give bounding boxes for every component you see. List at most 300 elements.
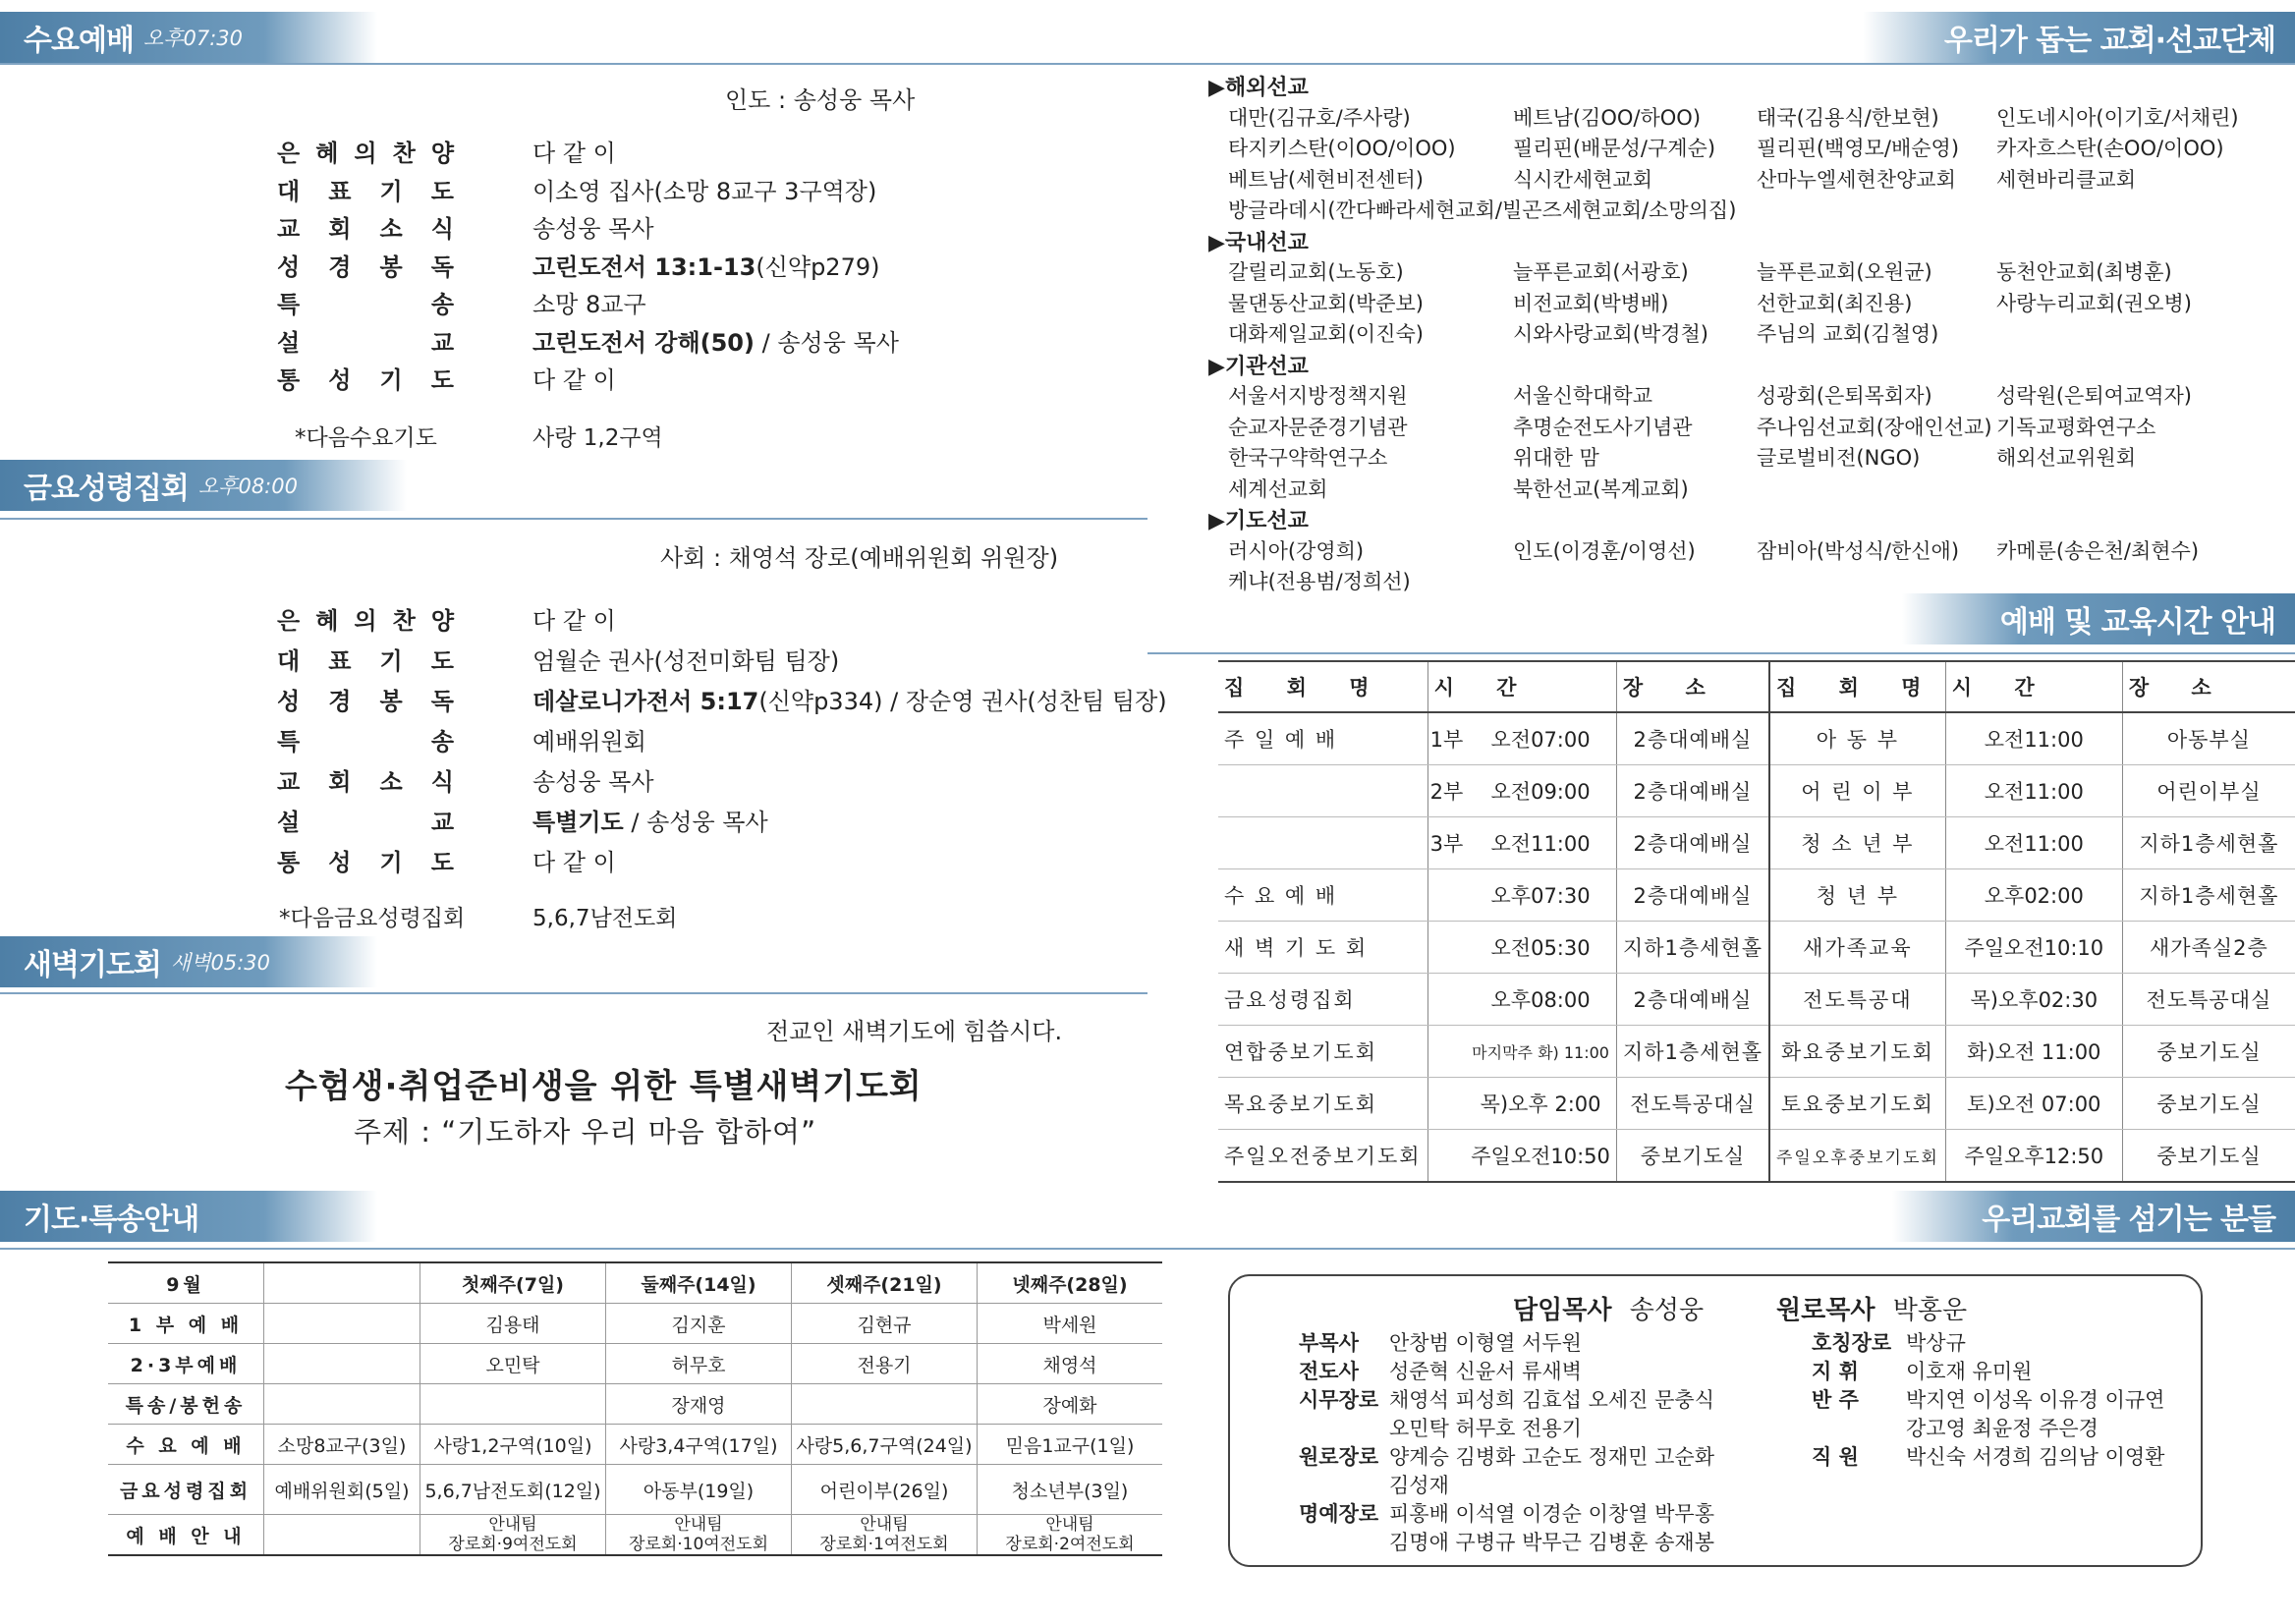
senior-name: 송성웅 xyxy=(1629,1296,1705,1325)
schedule-cell xyxy=(1945,765,2122,817)
prayer-row xyxy=(108,1384,1162,1425)
cell-line: 안내팀 xyxy=(860,1515,909,1535)
section-title: 예배 및 교육시간 안내 xyxy=(1999,605,2275,640)
schedule-cell xyxy=(1218,974,1427,1026)
schedule-cell xyxy=(1945,817,2122,869)
divider xyxy=(1148,652,2295,654)
cell-text: 주일오전중보기도회 xyxy=(1224,1145,1422,1168)
service-item-label xyxy=(277,209,454,244)
section-time: 오후08:00 xyxy=(197,475,298,498)
cell-text: 사랑1,2구역(10일) xyxy=(433,1434,592,1457)
staff-row xyxy=(1812,1384,2164,1414)
label-char: 교 xyxy=(430,809,454,836)
prayer-cell xyxy=(978,1262,1163,1304)
prayer-cell xyxy=(978,1304,1163,1344)
mission-item: 성광회(은퇴목회자) xyxy=(1757,384,1932,408)
schedule-cell xyxy=(1427,1130,1465,1183)
label-char: 특 xyxy=(277,728,301,756)
mission-item: 주님의 교회(김철영) xyxy=(1757,322,1939,346)
cell-text: 마지막주 화) 11:00 xyxy=(1472,1042,1609,1062)
prayer-cell xyxy=(792,1344,978,1384)
cell-text: 2층대예배실 xyxy=(1633,832,1753,856)
prayer-cell xyxy=(606,1384,792,1425)
cell-text: 첫째주(7일) xyxy=(461,1273,564,1296)
cell-text: 오후02:00 xyxy=(1984,884,2084,908)
schedule-row xyxy=(1218,974,2295,1026)
cell-text: 주일오전10:10 xyxy=(1964,936,2104,960)
mission-item: 늘푸른교회(오원균) xyxy=(1757,260,1932,284)
cell-text: 지하1층세현홀 xyxy=(1622,1040,1763,1064)
staff-row xyxy=(1299,1384,1714,1414)
cell-text: 청 소 년 부 xyxy=(1801,832,1915,856)
cell-text: 3부 xyxy=(1429,832,1464,856)
next-label: *다음금요성령집회 xyxy=(279,906,466,931)
cell-text: 오전11:00 xyxy=(1984,780,2084,804)
label-char: 대 xyxy=(277,647,301,675)
cell-text: 청소년부(3일) xyxy=(1011,1480,1129,1502)
cell-text: 새가족실2층 xyxy=(2150,936,2268,960)
label-char: 표 xyxy=(328,647,352,675)
service-item-value xyxy=(532,134,616,168)
prayer-cell xyxy=(264,1304,420,1344)
cell-text: 아동부실 xyxy=(2166,728,2251,752)
label-char: 성 xyxy=(277,688,301,715)
cell-text: 허무호 xyxy=(671,1354,726,1376)
cell-text: 오전11:00 xyxy=(1490,832,1591,856)
prayer-cell xyxy=(606,1262,792,1304)
cell-text: 화요중보기도회 xyxy=(1780,1040,1934,1064)
service-item-value xyxy=(532,642,839,676)
schedule-row xyxy=(1218,1130,2295,1183)
staff-role: 전도사 xyxy=(1299,1360,1359,1383)
label-char: 교 xyxy=(277,768,301,796)
cell-text: 중보기도실 xyxy=(1640,1145,1746,1168)
mission-item: 베트남(김OO/하OO) xyxy=(1513,105,1702,130)
cell-text: 둘째주(14일) xyxy=(641,1273,756,1296)
cell-text: 목)오후02:30 xyxy=(1970,988,2099,1012)
staff-row xyxy=(1299,1527,1714,1556)
cell-line: 안내팀 xyxy=(674,1515,723,1535)
service-item-value xyxy=(532,361,616,395)
prayer-cell xyxy=(108,1425,264,1465)
cell-line: 장로회·1여전도회 xyxy=(819,1535,949,1554)
service-item-label xyxy=(277,134,454,168)
cell-text: 주일오후12:50 xyxy=(1964,1145,2104,1168)
service-item-value xyxy=(532,682,1167,716)
staff-row xyxy=(1299,1470,1449,1499)
schedule-cell xyxy=(1218,765,1427,817)
schedule-header-cell xyxy=(1616,661,1769,712)
cell-text: 5,6,7남전도회(12일) xyxy=(424,1480,601,1502)
schedule-cell xyxy=(1616,1078,1769,1130)
cell-text: 오후08:00 xyxy=(1490,988,1591,1012)
value-main: 엄월순 권사(성전미화팀 팀장) xyxy=(532,647,840,675)
mission-item: 러시아(강영희) xyxy=(1228,538,1365,563)
cell-text: 목요중보기도회 xyxy=(1224,1092,1378,1116)
cell-text: 주일오후중보기도회 xyxy=(1775,1148,1939,1168)
schedule-cell xyxy=(1945,869,2122,922)
friday-order xyxy=(277,601,1167,886)
label-char: 경 xyxy=(328,688,352,715)
cell-text: 목)오후 2:00 xyxy=(1480,1092,1601,1116)
senior-pastor xyxy=(1513,1290,1704,1326)
cell-text: 김용태 xyxy=(485,1314,540,1336)
service-item-value xyxy=(532,762,654,797)
cell-line: 안내팀 xyxy=(488,1515,537,1535)
staff-role: 시무장로 xyxy=(1299,1388,1379,1412)
service-item-label xyxy=(277,762,454,797)
service-item-value xyxy=(532,601,616,636)
staff-names: 양계승 김병화 고순도 정재민 고순화 xyxy=(1389,1445,1714,1469)
mission-item: 서울서지방정책지원 xyxy=(1228,384,1408,408)
mission-item: 성락원(은퇴여교역자) xyxy=(1996,384,2192,408)
cell-text: 토요중보기도회 xyxy=(1780,1092,1934,1116)
mission-item: 갈릴리교회(노동호) xyxy=(1228,260,1404,284)
staff-row xyxy=(1299,1441,1714,1471)
cell-text: 장예화 xyxy=(1042,1394,1097,1417)
service-item-label xyxy=(277,323,454,358)
schedule-cell xyxy=(1465,922,1616,974)
schedule-cell xyxy=(1616,817,1769,869)
label-char: 도 xyxy=(430,177,454,205)
mission-item: 세계선교회 xyxy=(1228,476,1328,501)
cell-line: 장로회·9여전도회 xyxy=(448,1535,578,1554)
schedule-row xyxy=(1218,1026,2295,1078)
mission-list xyxy=(1208,71,2279,601)
cell-text: 중보기도실 xyxy=(2156,1092,2262,1116)
cell-text: 오전11:00 xyxy=(1984,832,2084,856)
schedule-cell xyxy=(1465,1078,1616,1130)
staff-banner xyxy=(1892,1191,2295,1242)
cell-text: 셋째주(21일) xyxy=(826,1273,942,1296)
staff-names: 박지연 이성옥 이유경 이규연 xyxy=(1906,1388,2165,1412)
next-label: *다음수요기도 xyxy=(295,425,437,451)
mission-item: 산마누엘세현찬양교회 xyxy=(1757,167,1956,192)
service-item-value xyxy=(532,323,899,358)
mission-item: 서울신학대학교 xyxy=(1513,384,1653,408)
mission-item: 대만(김규호/주사랑) xyxy=(1228,105,1411,130)
divider xyxy=(0,518,1148,520)
mission-item: 세현바리클교회 xyxy=(1996,167,2137,192)
value-main: 다 같 이 xyxy=(532,849,616,876)
cell-text: 토)오전 07:00 xyxy=(1967,1092,2101,1116)
cell-text: 지하1층세현홀 xyxy=(2139,884,2279,908)
mission-item: 잠비아(박성식/한신애) xyxy=(1757,538,1960,563)
cell-text: 사랑5,6,7구역(24일) xyxy=(796,1434,973,1457)
schedule-header-cell xyxy=(1945,661,2122,712)
schedule-cell xyxy=(1427,712,1465,765)
mission-item: 카자흐스탄(손OO/이OO) xyxy=(1996,137,2224,160)
prayer-cell xyxy=(420,1465,606,1515)
schedule-cell xyxy=(1945,1130,2122,1183)
label-char: 교 xyxy=(430,328,454,357)
schedule-cell xyxy=(1945,974,2122,1026)
label-char: 회 xyxy=(328,215,352,243)
schedule-cell xyxy=(2122,817,2295,869)
mission-item: 사랑누리교회(권오병) xyxy=(1996,291,2192,315)
schedule-cell xyxy=(1769,765,1945,817)
label-char: 도 xyxy=(430,647,454,675)
cell-text: 아 동 부 xyxy=(1816,728,1899,752)
divider xyxy=(0,1248,1148,1250)
staff-row xyxy=(1812,1441,2164,1471)
staff-row xyxy=(1299,1327,1582,1357)
cell-text: 예 배 안 내 xyxy=(126,1525,246,1547)
cell-text: 오전07:00 xyxy=(1490,728,1591,752)
mission-item: 방글라데시(깐다빠라세현교회/빌곤즈세현교회/소망의집) xyxy=(1228,198,1737,222)
schedule-cell xyxy=(1769,1026,1945,1078)
cell-text: 장재영 xyxy=(671,1394,726,1417)
header-text: 장 소 xyxy=(1622,676,1723,700)
cell-text: 금요성령집회 xyxy=(119,1480,252,1502)
staff-row xyxy=(1299,1498,1714,1528)
prayer-cell xyxy=(978,1465,1163,1515)
label-char: 소 xyxy=(379,215,403,243)
staff-role: 원로장로 xyxy=(1299,1445,1379,1469)
next-value: 사랑 1,2구역 xyxy=(532,425,663,451)
schedule-row xyxy=(1218,817,2295,869)
label-char: 기 xyxy=(379,366,403,394)
prayer-row xyxy=(108,1304,1162,1344)
mission-item: 해외선교위원회 xyxy=(1996,446,2137,470)
divider xyxy=(1148,63,2295,65)
schedule-cell xyxy=(1218,1130,1427,1183)
cell-text: 청 년 부 xyxy=(1816,884,1899,908)
staff-left-list xyxy=(1299,1327,1770,1553)
service-item-value xyxy=(532,722,646,756)
prayer-cell xyxy=(606,1304,792,1344)
cell-text: 소망8교구(3일) xyxy=(277,1434,407,1457)
staff-row xyxy=(1299,1413,1582,1442)
value-main: 다 같 이 xyxy=(532,366,616,394)
schedule-cell xyxy=(1945,1026,2122,1078)
cell-text: 오전05:30 xyxy=(1490,936,1591,960)
cell-text: 예배위원회(5일) xyxy=(274,1480,410,1502)
header-text: 장 소 xyxy=(2128,676,2229,700)
schedule-cell xyxy=(1218,922,1427,974)
mission-item: 선한교회(최진용) xyxy=(1757,291,1913,315)
schedule-cell xyxy=(1427,922,1465,974)
value-main: 이소영 집사(소망 8교구 3구역장) xyxy=(532,177,877,205)
staff-names: 박상규 xyxy=(1906,1331,1966,1355)
label-char: 성 xyxy=(328,366,352,394)
value-main: 송성웅 목사 xyxy=(532,768,654,796)
cell-text: 지하1층세현홀 xyxy=(1622,936,1763,960)
label-char: 송 xyxy=(430,728,454,756)
cell-text: 2층대예배실 xyxy=(1633,884,1753,908)
prayer-cell xyxy=(108,1262,264,1304)
divider xyxy=(0,992,1148,994)
schedule-cell xyxy=(1616,765,1769,817)
schedule-cell xyxy=(1769,712,1945,765)
prayer-row xyxy=(108,1262,1162,1304)
staff-names: 강고영 최윤정 주은경 xyxy=(1906,1417,2099,1440)
mission-group-heading: ▶기도선교 xyxy=(1208,509,1309,533)
schedule-cell xyxy=(1945,922,2122,974)
mission-item: 동천안교회(최병훈) xyxy=(1996,260,2172,284)
prayer-cell xyxy=(792,1384,978,1425)
schedule-cell xyxy=(1218,712,1427,765)
prayer-cell xyxy=(420,1262,606,1304)
staff-right-list xyxy=(1812,1327,2185,1484)
staff-names: 박신숙 서경희 김의남 이영환 xyxy=(1906,1445,2165,1469)
value-main: 송성웅 목사 xyxy=(532,215,654,243)
value-main: 다 같 이 xyxy=(532,140,616,167)
prayer-cell xyxy=(264,1384,420,1425)
schedule-cell xyxy=(1427,869,1465,922)
prayer-cell xyxy=(264,1262,420,1304)
emeritus-label: 원로목사 xyxy=(1776,1296,1875,1325)
header-text: 집 회 명 xyxy=(1224,676,1387,700)
label-char: 표 xyxy=(328,177,352,205)
mission-item: 시와사랑교회(박경철) xyxy=(1513,322,1708,346)
cell-text: 2층대예배실 xyxy=(1633,988,1753,1012)
cell-text: 전용기 xyxy=(857,1354,912,1376)
cell-text: 금요성령집회 xyxy=(1224,988,1356,1012)
prayer-cell xyxy=(792,1262,978,1304)
schedule-cell xyxy=(1427,817,1465,869)
mission-item: 식시칸세현교회 xyxy=(1513,167,1653,192)
staff-role: 명예장로 xyxy=(1299,1502,1379,1526)
cell-text: 오전09:00 xyxy=(1490,780,1591,804)
label-char: 독 xyxy=(430,252,454,281)
prayer-cell xyxy=(978,1384,1163,1425)
dawn-theme: 주제 : “기도하자 우리 마음 합하여” xyxy=(354,1115,817,1148)
prayer-row xyxy=(108,1425,1162,1465)
staff-names: 피홍배 이석열 이경순 이창열 박무홍 xyxy=(1389,1502,1714,1526)
cell-line: 안내팀 xyxy=(1045,1515,1094,1535)
staff-role: 부목사 xyxy=(1299,1331,1359,1355)
staff-names: 김성재 xyxy=(1389,1474,1449,1497)
value-main: 특별기도 xyxy=(532,809,624,836)
schedule-cell xyxy=(1465,712,1616,765)
emeritus-pastor xyxy=(1776,1290,1967,1326)
mission-item: 타지키스탄(이OO/이OO) xyxy=(1228,137,1456,160)
cell-text: 1부 xyxy=(1429,728,1464,752)
section-time: 오후07:30 xyxy=(142,27,244,50)
staff-box xyxy=(1228,1274,2203,1567)
cell-text: 전도특공대실 xyxy=(2146,988,2272,1012)
label-char: 찬 xyxy=(392,140,416,167)
label-char: 기 xyxy=(379,177,403,205)
mission-item: 늘푸른교회(서광호) xyxy=(1513,260,1689,284)
schedule-cell xyxy=(2122,869,2295,922)
label-char: 양 xyxy=(430,140,454,167)
value-extra: / 송성웅 목사 xyxy=(623,809,768,836)
schedule-cell xyxy=(1465,869,1616,922)
cell-text: 수 요 예 배 xyxy=(1224,884,1338,908)
prayer-table xyxy=(108,1261,1162,1556)
schedule-cell xyxy=(2122,922,2295,974)
schedule-cell xyxy=(2122,1026,2295,1078)
cell-text: 믿음1교구(1일) xyxy=(1005,1434,1135,1457)
service-item-label xyxy=(277,803,454,837)
mission-item: 주나임선교회(장애인선교) xyxy=(1757,415,1992,439)
mission-item: 대화제일교회(이진숙) xyxy=(1228,322,1424,346)
schedule-cell xyxy=(1616,869,1769,922)
schedule-cell xyxy=(1427,1078,1465,1130)
mission-item: 글로벌비전(NGO) xyxy=(1757,446,1921,470)
mission-item: 필리핀(백영모/배순영) xyxy=(1757,137,1960,160)
label-char: 혜 xyxy=(315,140,339,167)
mission-item: 인도네시아(이기호/서채린) xyxy=(1996,105,2239,130)
cell-text: 넷째주(28일) xyxy=(1012,1273,1128,1296)
schedule-header-cell xyxy=(1427,661,1616,712)
section-title: 수요예배 xyxy=(24,24,134,58)
schedule-cell xyxy=(1218,869,1427,922)
prayer-cell xyxy=(606,1344,792,1384)
mission-item: 태국(김용식/한보현) xyxy=(1757,105,1939,130)
mission-item: 베트남(세현비전센터) xyxy=(1228,167,1424,192)
prayer-cell xyxy=(108,1465,264,1515)
staff-role: 지 휘 xyxy=(1812,1360,1859,1383)
service-item-label xyxy=(277,843,454,877)
cell-text: 오전11:00 xyxy=(1984,728,2084,752)
schedule-cell xyxy=(2122,712,2295,765)
mission-item: 비전교회(박병배) xyxy=(1513,291,1669,315)
service-item-value xyxy=(532,209,654,244)
prayer-cell xyxy=(420,1344,606,1384)
prayer-cell xyxy=(606,1465,792,1515)
schedule-header-cell xyxy=(1769,661,1945,712)
prayer-cell xyxy=(264,1515,420,1556)
label-char: 도 xyxy=(430,849,454,876)
schedule-cell xyxy=(1616,1130,1769,1183)
leader-text: 인도 : 송성웅 목사 xyxy=(725,86,916,114)
service-item-label xyxy=(277,172,454,206)
header-text: 시 간 xyxy=(1951,676,2052,700)
dawn-banner xyxy=(0,936,377,987)
label-char: 식 xyxy=(430,215,454,243)
cell-text: 2층대예배실 xyxy=(1633,780,1753,804)
label-char: 은 xyxy=(277,607,301,635)
section-title: 금요성령집회 xyxy=(24,472,189,506)
prayer-cell xyxy=(978,1515,1163,1556)
label-char: 도 xyxy=(430,366,454,394)
cell-text: 9월 xyxy=(166,1273,205,1296)
cell-text: 어린이부실 xyxy=(2156,780,2262,804)
prayer-cell xyxy=(420,1384,606,1425)
label-char: 봉 xyxy=(379,252,403,281)
staff-role: 반 주 xyxy=(1812,1388,1859,1412)
service-item-label xyxy=(277,642,454,676)
schedule-cell xyxy=(1465,817,1616,869)
prayer-cell xyxy=(978,1344,1163,1384)
mission-item: 기독교평화연구소 xyxy=(1996,415,2156,439)
prayer-banner xyxy=(0,1191,377,1242)
cell-text: 화)오전 11:00 xyxy=(1967,1040,2101,1064)
schedule-banner xyxy=(1902,593,2295,644)
service-item-label xyxy=(277,361,454,395)
prayer-row xyxy=(108,1344,1162,1384)
service-item-label xyxy=(277,722,454,756)
cell-text: 사랑3,4구역(17일) xyxy=(619,1434,778,1457)
schedule-header-cell xyxy=(2122,661,2295,712)
schedule-cell xyxy=(1465,1026,1616,1078)
prayer-cell xyxy=(108,1515,264,1556)
label-char: 혜 xyxy=(315,607,339,635)
label-char: 찬 xyxy=(392,607,416,635)
prayer-cell xyxy=(264,1465,420,1515)
prayer-cell xyxy=(420,1515,606,1556)
schedule-cell xyxy=(1616,922,1769,974)
section-title: 우리가 돕는 교회·선교단체 xyxy=(1943,24,2275,58)
schedule-cell xyxy=(1769,974,1945,1026)
cell-text: 오후07:30 xyxy=(1490,884,1591,908)
cell-line: 장로회·10여전도회 xyxy=(629,1535,768,1554)
staff-role: 호칭장로 xyxy=(1812,1331,1892,1355)
leader-text: 사회 : 채영석 장로(예배위원회 위원장) xyxy=(660,544,1059,572)
